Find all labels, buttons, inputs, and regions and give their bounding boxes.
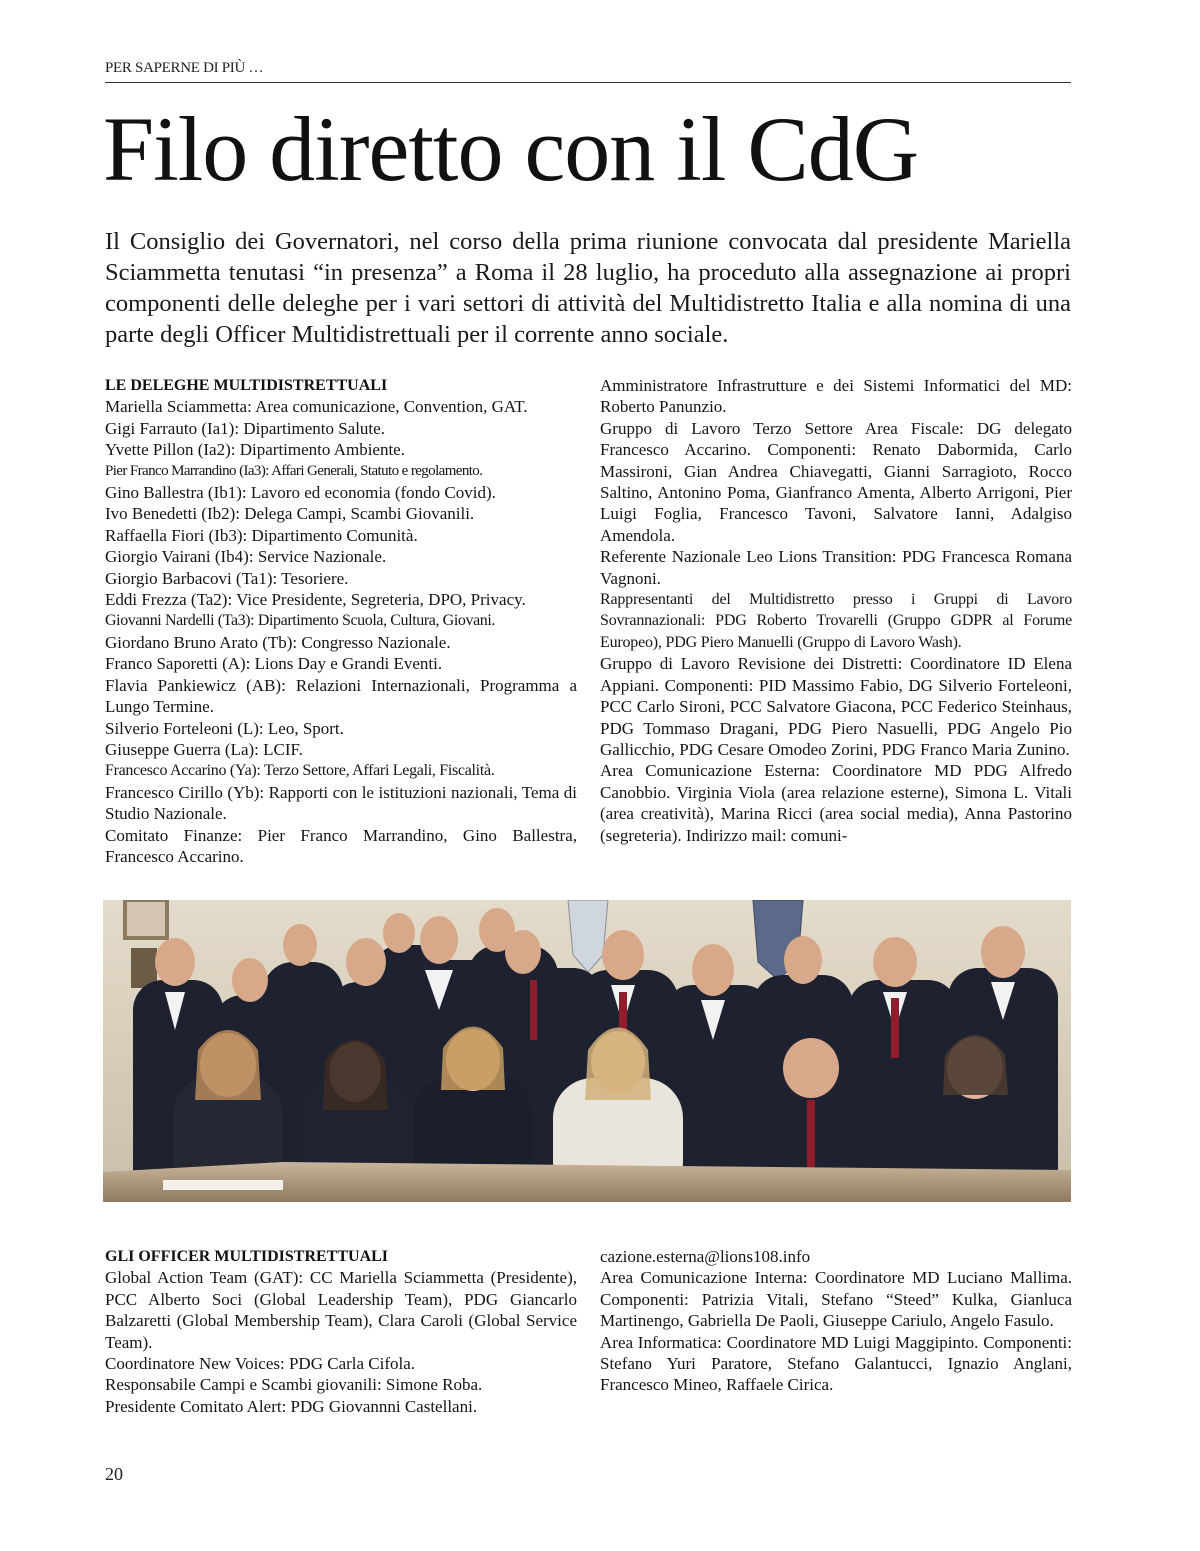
group-photo-image <box>103 900 1071 1202</box>
list-item: Mariella Sciammetta: Area comunicazione, Convention, GAT. <box>105 397 528 417</box>
column-aree <box>600 1246 1072 1396</box>
paragraph: Gruppo di Lavoro Revisione dei Distretti: Coordinatore ID Elena Appiani. Componenti: PID Massimo Fabio, DG Silverio Forteleoni, PCC Carlo Sironi, PCC Salvatore Giacona, PCC Federico Steinhaus, PDG Tommaso Dragani, PDG Piero Nasuelli, PDG Angelo Pio Gallicchio, PDG Cesare Omodeo Zorini, PDG Franco Maria Zunino. <box>600 654 1072 759</box>
list-item: Francesco Cirillo (Yb): Rapporti con le istituzioni nazionali, Tema di Studio Nazionale. <box>105 782 577 824</box>
column-officer <box>105 1246 577 1417</box>
list-item: Giovanni Nardelli (Ta3): Dipartimento Scuola, Cultura, Giovani. <box>105 612 496 630</box>
list-item: Gino Ballestra (Ib1): Lavoro ed economia (fondo Covid). <box>105 483 496 503</box>
list-item: Responsabile Campi e Scambi giovanili: Simone Roba. <box>105 1375 483 1395</box>
column-officer-continued <box>600 375 1072 846</box>
article-title: Filo diretto con il CdG <box>103 98 919 200</box>
paragraph: Amministratore Infrastrutture e dei Sistemi Informatici del MD: Roberto Panunzio. <box>600 376 1072 417</box>
page-number: 20 <box>105 1464 123 1484</box>
list-item: Comitato Finanze: Pier Franco Marrandino, Gino Ballestra, Francesco Accarino. <box>105 825 577 866</box>
list-item: Giuseppe Guerra (La): LCIF. <box>105 739 303 759</box>
section-heading-officer: GLI OFFICER MULTIDISTRETTUALI <box>105 1248 389 1265</box>
section-heading-deleghe: LE DELEGHE MULTIDISTRETTUALI <box>105 377 388 394</box>
paragraph: Gruppo di Lavoro Terzo Settore Area Fiscale: DG delegato Francesco Accarino. Componenti: Renato Dabormida, Carlo Massironi, Gian Andrea Chiavegatti, Gianni Sarragioto, Rocco Saltino, Antonino Poma, Gianfranco Amenta, Alberto Arrigoni, Pier Luigi Foglia, Francesco Tavoni, Salvatore Ianni, Adalgiso Amendola. <box>600 418 1072 545</box>
list-item: Coordinatore New Voices: PDG Carla Cifola. <box>105 1354 416 1374</box>
list-item: Yvette Pillon (Ia2): Dipartimento Ambiente. <box>105 440 405 460</box>
paragraph: Area Comunicazione Esterna: Coordinatore MD PDG Alfredo Canobbio. Virginia Viola (area relazione esterne), Simona L. Vitali (area creatività), Marina Ricci (area social media), Anna Pastorino (segreteria). Indirizzo mail: comuni- <box>600 761 1072 845</box>
list-item: Pier Franco Marrandino (Ia3): Affari Generali, Statuto e regolamento. <box>105 462 483 479</box>
header-rule <box>105 82 1071 83</box>
paragraph: cazione.esterna@lions108.info <box>600 1247 811 1266</box>
list-item: Gigi Farrauto (Ia1): Dipartimento Salute. <box>105 418 385 438</box>
list-item: Global Action Team (GAT): CC Mariella Sciammetta (Presidente), PCC Alberto Soci (Global Leadership Team), PDG Giancarlo Balzaretti (Global Membership Team), Clara Caroli (Global Service Team). <box>105 1268 577 1352</box>
column-deleghe <box>105 375 577 867</box>
paragraph: Area Comunicazione Interna: Coordinatore MD Luciano Mallima. Componenti: Patrizia Vitali, Stefano “Steed” Kulka, Gianluca Martinengo, Gabriella De Paoli, Giuseppe Cariulo, Angelo Fasulo. <box>600 1268 1072 1331</box>
list-item: Flavia Pankiewicz (AB): Relazioni Internazionali, Programma a Lungo Termine. <box>105 675 577 717</box>
paragraph: Area Informatica: Coordinatore MD Luigi Maggipinto. Componenti: Stefano Yuri Paratore, Stefano Galantucci, Ignazio Anglani, Francesco Mineo, Raffaele Cirica. <box>600 1332 1072 1395</box>
list-item: Ivo Benedetti (Ib2): Delega Campi, Scambi Giovanili. <box>105 504 475 524</box>
list-item: Franco Saporetti (A): Lions Day e Grandi Eventi. <box>105 654 443 674</box>
list-item: Giordano Bruno Arato (Tb): Congresso Nazionale. <box>105 632 451 652</box>
list-item: Presidente Comitato Alert: PDG Giovannni Castellani. <box>105 1396 478 1416</box>
list-item: Giorgio Barbacovi (Ta1): Tesoriere. <box>105 568 349 588</box>
group-photo <box>103 900 1071 1202</box>
paragraph: Referente Nazionale Leo Lions Transition: PDG Francesca Romana Vagnoni. <box>600 547 1072 588</box>
list-item: Francesco Accarino (Ya): Terzo Settore, Affari Legali, Fiscalità. <box>105 762 495 780</box>
article-lead: Il Consiglio dei Governatori, nel corso della prima riunione convocata dal presidente Mariella Sciammetta tenutasi “in presenza” a Roma il 28 luglio, ha proceduto alla assegnazione ai propri componenti delle deleghe per i vari settori di attività del Multidistretto Italia e alla nomina di una parte degli Officer Multidistrettuali per il corrente anno sociale. <box>105 228 1071 348</box>
list-item: Silverio Forteleoni (L): Leo, Sport. <box>105 718 344 738</box>
list-item: Eddi Frezza (Ta2): Vice Presidente, Segreteria, DPO, Privacy. <box>105 590 526 610</box>
section-kicker: PER SAPERNE DI PIÙ … <box>105 60 264 76</box>
list-item: Raffaella Fiori (Ib3): Dipartimento Comunità. <box>105 525 418 545</box>
paragraph: Rappresentanti del Multidistretto presso i Gruppi di Lavoro Sovrannazionali: PDG Roberto Trovarelli (Gruppo GDPR al Forume Europeo), PDG Piero Manuelli (Gruppo di Lavoro Wash). <box>600 591 1072 651</box>
list-item: Giorgio Vairani (Ib4): Service Nazionale. <box>105 547 387 567</box>
